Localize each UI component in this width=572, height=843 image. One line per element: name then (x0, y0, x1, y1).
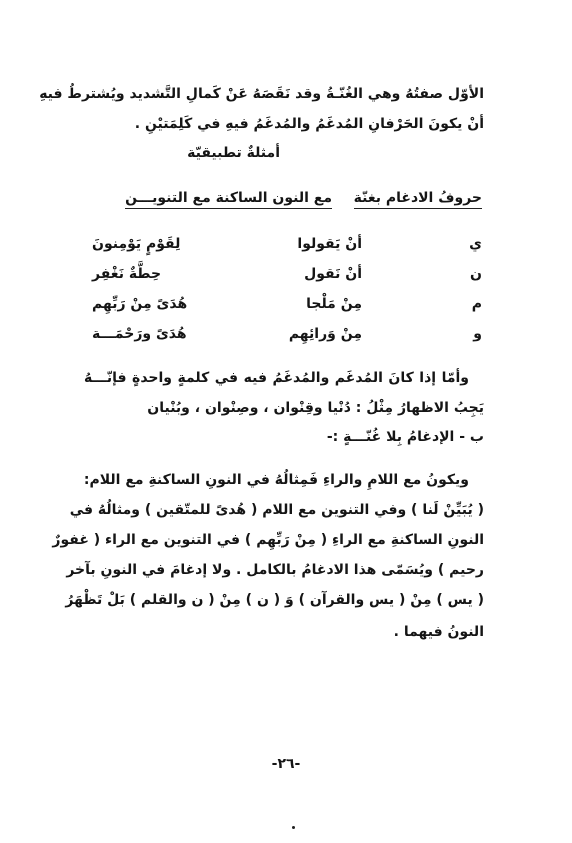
table-row (92, 264, 482, 286)
table-row (92, 294, 482, 316)
paragraph2-line-1: وأمّا إذا كانَ المُدغَم والمُدغَمُ فيه في كلمةٍ واحدةٍ فإنّـــهُ (84, 370, 469, 386)
table-header-letters: حروفُ الادغام بغنّة (354, 188, 482, 209)
paragraph3-line-5: ( يس ) مِنْ ( يس والقرآن ) وَ ( ن ) مِنْ ( ن والقلم ) بَلْ تَظْهَرُ (65, 592, 484, 608)
section-b-heading: ب - الإدغامُ بِلا غُنّـــةٍ :- (326, 429, 484, 445)
page-number: -٢٦- (271, 756, 301, 772)
section-heading: أمثلةٌ تطبيقيّة (187, 145, 280, 161)
table-header-examples: مع النون الساكنة مع التنويـــن (125, 188, 332, 209)
table-row (92, 324, 482, 346)
paragraph3-line-2: ( يُبَيِّنْ لَنا ) وفي التنوين مع اللام ( هُدىً للمتّقين ) ومثالُهُ في (69, 502, 484, 518)
paragraph3-line-1: ويكونُ مع اللامِ والراءِ فَمِثالُهُ في النونِ الساكنةِ مع اللام: (83, 472, 469, 488)
paragraph3-line-6: النونُ فيهما . (393, 624, 484, 640)
table-cell-example-noon: أنْ نَقول (304, 266, 362, 282)
table-cell-example-tanween: هُدَىً ورَحْمَـــة (92, 326, 187, 342)
paragraph3-line-4: رحيم ) ويُسَمّى هذا الادغامُ بالكامل . ولا إدغامَ في النونِ بآخر (66, 562, 484, 578)
table-cell-example-tanween: هُدَىً مِنْ رَبِّهِم (92, 296, 188, 312)
table-cell-example-noon: مِنْ وَرائِهِم (288, 326, 362, 342)
paragraph1-line-2: أنْ يكونَ الحَرْفانِ المُدغَمُ والمُدغَمُ فيهِ في كَلِمَتيْنِ . (134, 116, 484, 132)
table-cell-example-tanween: لِقَوْمٍ يَوْمِنونَ (92, 236, 181, 252)
paragraph3-line-3: النونِ الساكنةِ مع الراءِ ( مِنْ رَبِّهِم ) في التنوين مع الراء ( غفورٌ (52, 532, 484, 548)
table-cell-letter: ي (469, 236, 482, 252)
paragraph1-line-1: الأوّل صفتُهُ وهي الغُنّـةُ وقد نَقَصَهُ عَنْ كَمالِ التَّشديد ويُشترطُ فيهِ (39, 86, 484, 102)
table-cell-example-noon: مِنْ مَلْجا (306, 296, 362, 312)
table-header (92, 188, 482, 210)
dot-mark (292, 826, 295, 829)
table-cell-letter: م (471, 296, 482, 312)
table-cell-example-tanween: حِطَّةٌ نَغْفِر (92, 266, 162, 282)
table-cell-letter: ن (470, 266, 482, 282)
paragraph2-line-2: يَجِبُ الاظهارُ مِثْلُ : دُنْيا وقِنْوان ، وصِنْوان ، وبُنْيان (147, 400, 484, 416)
table-cell-example-noon: أنْ يَقولوا (297, 236, 362, 252)
table-row (92, 234, 482, 256)
table-cell-letter: و (473, 326, 482, 342)
